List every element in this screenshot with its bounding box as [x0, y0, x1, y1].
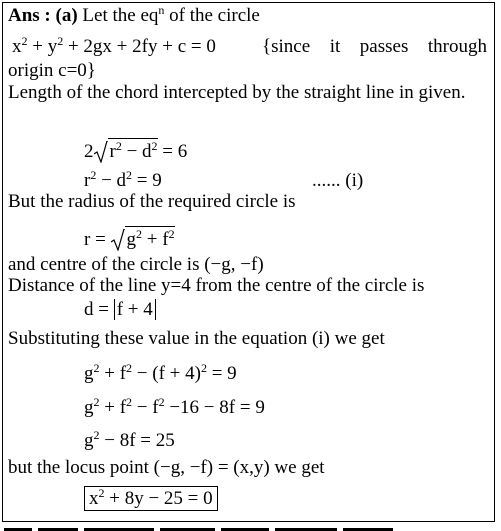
centre-text: and centre of the circle is (−g, −f) — [8, 254, 264, 275]
equation-i: $r^2 - d^2 = 9$ — [84, 168, 162, 191]
equation-ref: ...... (i) — [312, 170, 364, 191]
cropped-next-line — [4, 520, 484, 531]
final-answer: $x^2 + 8y - 25 = 0$ — [84, 488, 218, 510]
distance-text: Distance of the line y=4 from the centre of the circle is — [8, 275, 425, 296]
circle-equation: $x^2 + y^2 + 2gx + 2fy + c = 0$ — [12, 34, 216, 57]
chord-text: Length of the chord intercepted by the straight line in given. — [8, 82, 466, 103]
locus-text: but the locus point (−g, −f) = (x,y) we get — [8, 457, 325, 478]
radius-text: But the radius of the required circle is — [8, 191, 296, 212]
reduced-equation: $g^2 - 8f = 25$ — [84, 428, 175, 451]
substitution-text: Substituting these value in the equation (i) we get — [8, 328, 385, 349]
root-sign-icon — [111, 229, 125, 251]
radius-equation: $r = g^2 + f^2$ — [84, 227, 175, 250]
distance-equation: d = f + 4 — [84, 299, 156, 321]
since-note: {since it passes through — [262, 36, 487, 57]
simplified-equation: $g^2 + f^2 - f^2 -16 - 8f = 9$ — [84, 395, 265, 418]
answer-label: Ans : (a) — [8, 5, 78, 26]
origin-note: origin c=0} — [8, 60, 96, 81]
chord-equation: 2 $r^2 - d^2 = 6$ — [84, 139, 188, 162]
expanded-equation: $g^2 + f^2 - (f + 4)^2 = 9$ — [84, 361, 237, 384]
answer-heading: Ans : (a) Let the $eq^n$ of the circle — [8, 3, 260, 26]
root-sign-icon — [94, 141, 108, 163]
